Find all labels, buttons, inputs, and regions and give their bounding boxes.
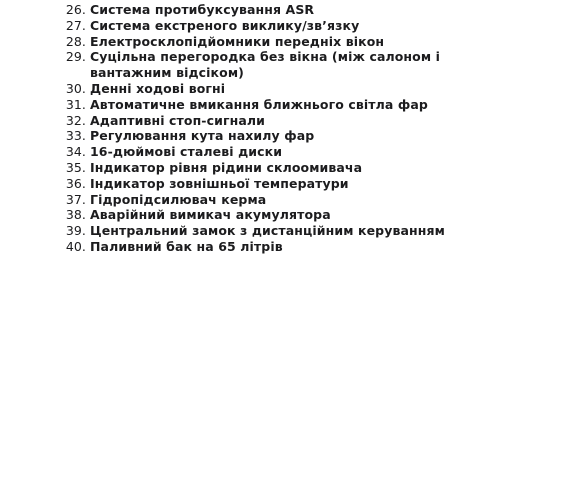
list-item xyxy=(0,160,565,176)
list-item-text: Паливний бак на 65 літрів xyxy=(90,238,283,254)
list-item-number: 37. xyxy=(65,191,86,207)
list-item xyxy=(0,192,565,208)
list-item xyxy=(0,34,565,50)
list-item-number: 30. xyxy=(65,80,86,96)
list-item-number: 31. xyxy=(65,96,86,112)
list-item-text: Адаптивні стоп-сигнали xyxy=(90,112,265,128)
list-item-number: 40. xyxy=(65,238,86,254)
list-item-number: 34. xyxy=(65,144,86,160)
list-item-text: Автоматичне вмикання ближнього світла фар xyxy=(90,96,428,112)
list-item xyxy=(0,49,565,81)
list-item-number: 29. xyxy=(65,49,86,65)
list-item-text: Денні ходові вогні xyxy=(90,80,226,96)
list-item-text: Система екстреного виклику/зв’язку xyxy=(90,17,360,33)
list-item xyxy=(0,2,565,18)
list-item-text: 16-дюймові сталеві диски xyxy=(90,144,283,160)
list-item-text: Суцільна перегородка без вікна (між салоном і вантажним відсіком) xyxy=(90,49,441,81)
list-item-text: Центральний замок з дистанційним керуванням xyxy=(90,223,445,239)
list-item-number: 28. xyxy=(65,33,86,49)
list-item-text: Гідропідсилювач керма xyxy=(90,191,267,207)
list-item xyxy=(0,207,565,223)
list-item xyxy=(0,18,565,34)
list-item-text: Аварійний вимикач акумулятора xyxy=(90,207,331,223)
list-item-number: 39. xyxy=(65,223,86,239)
list-item-number: 32. xyxy=(65,112,86,128)
list-item xyxy=(0,81,565,97)
list-item xyxy=(0,144,565,160)
list-item xyxy=(0,239,565,255)
list-item-number: 33. xyxy=(65,128,86,144)
list-item xyxy=(0,223,565,239)
list-item xyxy=(0,176,565,192)
list-item-text: Індикатор рівня рідини склоомивача xyxy=(90,159,363,175)
list-item-text: Індикатор зовнішньої температури xyxy=(90,175,349,191)
list-item-text: Регулювання кута нахилу фар xyxy=(90,128,315,144)
list-item xyxy=(0,113,565,129)
list-item xyxy=(0,128,565,144)
list-item-number: 38. xyxy=(65,207,86,223)
list-item-text: Система протибуксування ASR xyxy=(90,2,315,17)
list-item-text: Електросклопідйомники передніх вікон xyxy=(90,33,385,49)
list-item xyxy=(0,97,565,113)
list-item-number: 27. xyxy=(65,17,86,33)
list-item-number: 36. xyxy=(65,175,86,191)
list-item-number: 26. xyxy=(65,2,86,17)
list-item-number: 35. xyxy=(65,159,86,175)
